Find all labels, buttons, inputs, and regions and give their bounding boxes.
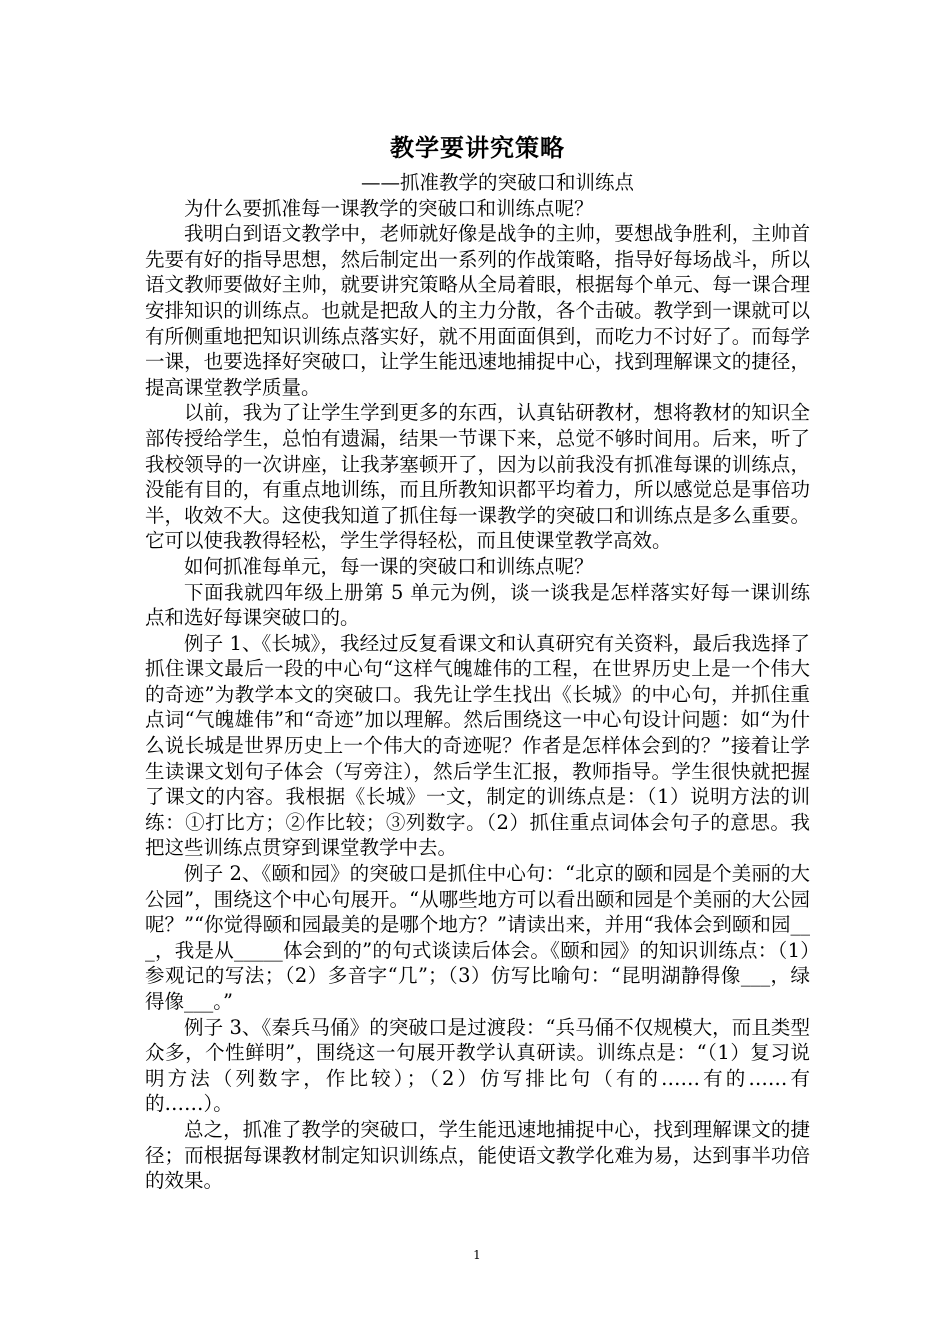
- paragraph-example-terracotta: 例子 3、《秦兵马俑》的突破口是过渡段：“兵马俑不仅规模大，而且类型众多，个性鲜明”，围绕这一句展开教学认真研读。训练点是：“（1）复习说明方法（列数字，作比较）；（2）仿写排比句（有的……有的……有的……）。: [145, 1015, 810, 1116]
- paragraph-unit-example-intro: 下面我就四年级上册第 5 单元为例，谈一谈我是怎样落实好每一课训练点和选好每课突破口的。: [145, 580, 810, 630]
- paragraph-example-summer-palace: 例子 2、《颐和园》的突破口是抓住中心句：“北京的颐和园是个美丽的大公园”，围绕这个中心句展开。“从哪些地方可以看出颐和园是个美丽的大公园呢？”“你觉得颐和园最美的是哪个地方？”请读出来，并用“我体会到颐和园___，我是从_____体会到的”的句式谈读后体会。《颐和园》的知识训练点：（1）参观记的写法；（2）多音字“几”；（3）仿写比喻句：“昆明湖静得像___，绿得像___。”: [145, 862, 810, 1013]
- paragraph-question-how: 如何抓准每单元，每一课的突破口和训练点呢？: [184, 554, 594, 578]
- paragraph-question-why: 为什么要抓准每一课教学的突破口和训练点呢？: [184, 196, 594, 220]
- paragraph-example-great-wall: 例子 1、《长城》，我经过反复看课文和认真研究有关资料，最后我选择了抓住课文最后一段的中心句“这样气魄雄伟的工程，在世界历史上是一个伟大的奇迹”为教学本文的突破口。我先让学生找出《长城》的中心句，并抓住重点词“气魄雄伟”和“奇迹”加以理解。然后围绕这一中心句设计问题：如“为什么说长城是世界历史上一个伟大的奇迹呢？作者是怎样体会到的？”接着让学生读课文划句子体会（写旁注），然后学生汇报，教师指导。学生很快就把握了课文的内容。我根据《长城》一文，制定的训练点是：（1）说明方法的训练：①打比方；②作比较；③列数字。（2）抓住重点词体会句子的意思。我把这些训练点贯穿到课堂教学中去。: [145, 631, 810, 860]
- document-subtitle: ——抓准教学的突破口和训练点: [360, 171, 634, 194]
- paragraph-past-experience: 以前，我为了让学生学到更多的东西，认真钻研教材，想将教材的知识全部传授给学生，总怕有遗漏，结果一节课下来，总觉不够时间用。后来，听了我校领导的一次讲座，让我茅塞顿开了，因为以前我没有抓准每课的训练点，没能有目的，有重点地训练，而且所教知识都平均着力，所以感觉总是事倍功半，收效不大。这使我知道了抓住每一课教学的突破口和训练点是多么重要。它可以使我教得轻松，学生学得轻松，而且使课堂教学高效。: [145, 401, 810, 553]
- document-body: [145, 128, 810, 1194]
- document-title: 教学要讲究策略: [390, 133, 565, 162]
- paragraph-conclusion: 总之，抓准了教学的突破口，学生能迅速地捕捉中心，找到理解课文的捷径；而根据每课教材制定知识训练点，能使语文教学化难为易，达到事半功倍的效果。: [145, 1117, 810, 1193]
- page-number: 1: [473, 1248, 481, 1262]
- paragraph-commander-analogy: 我明白到语文教学中，老师就好像是战争的主帅，要想战争胜利，主帅首先要有好的指导思想，然后制定出一系列的作战策略，指导好每场战斗，所以语文教师要做好主帅，就要讲究策略从全局着眼，根据每个单元、每一课合理安排知识的训练点。也就是把敌人的主力分散，各个击破。教学到一课就可以有所侧重地把知识训练点落实好，就不用面面俱到，而吃力不讨好了。而每学一课，也要选择好突破口，让学生能迅速地捕捉中心，找到理解课文的捷径，提高课堂教学质量。: [145, 222, 810, 399]
